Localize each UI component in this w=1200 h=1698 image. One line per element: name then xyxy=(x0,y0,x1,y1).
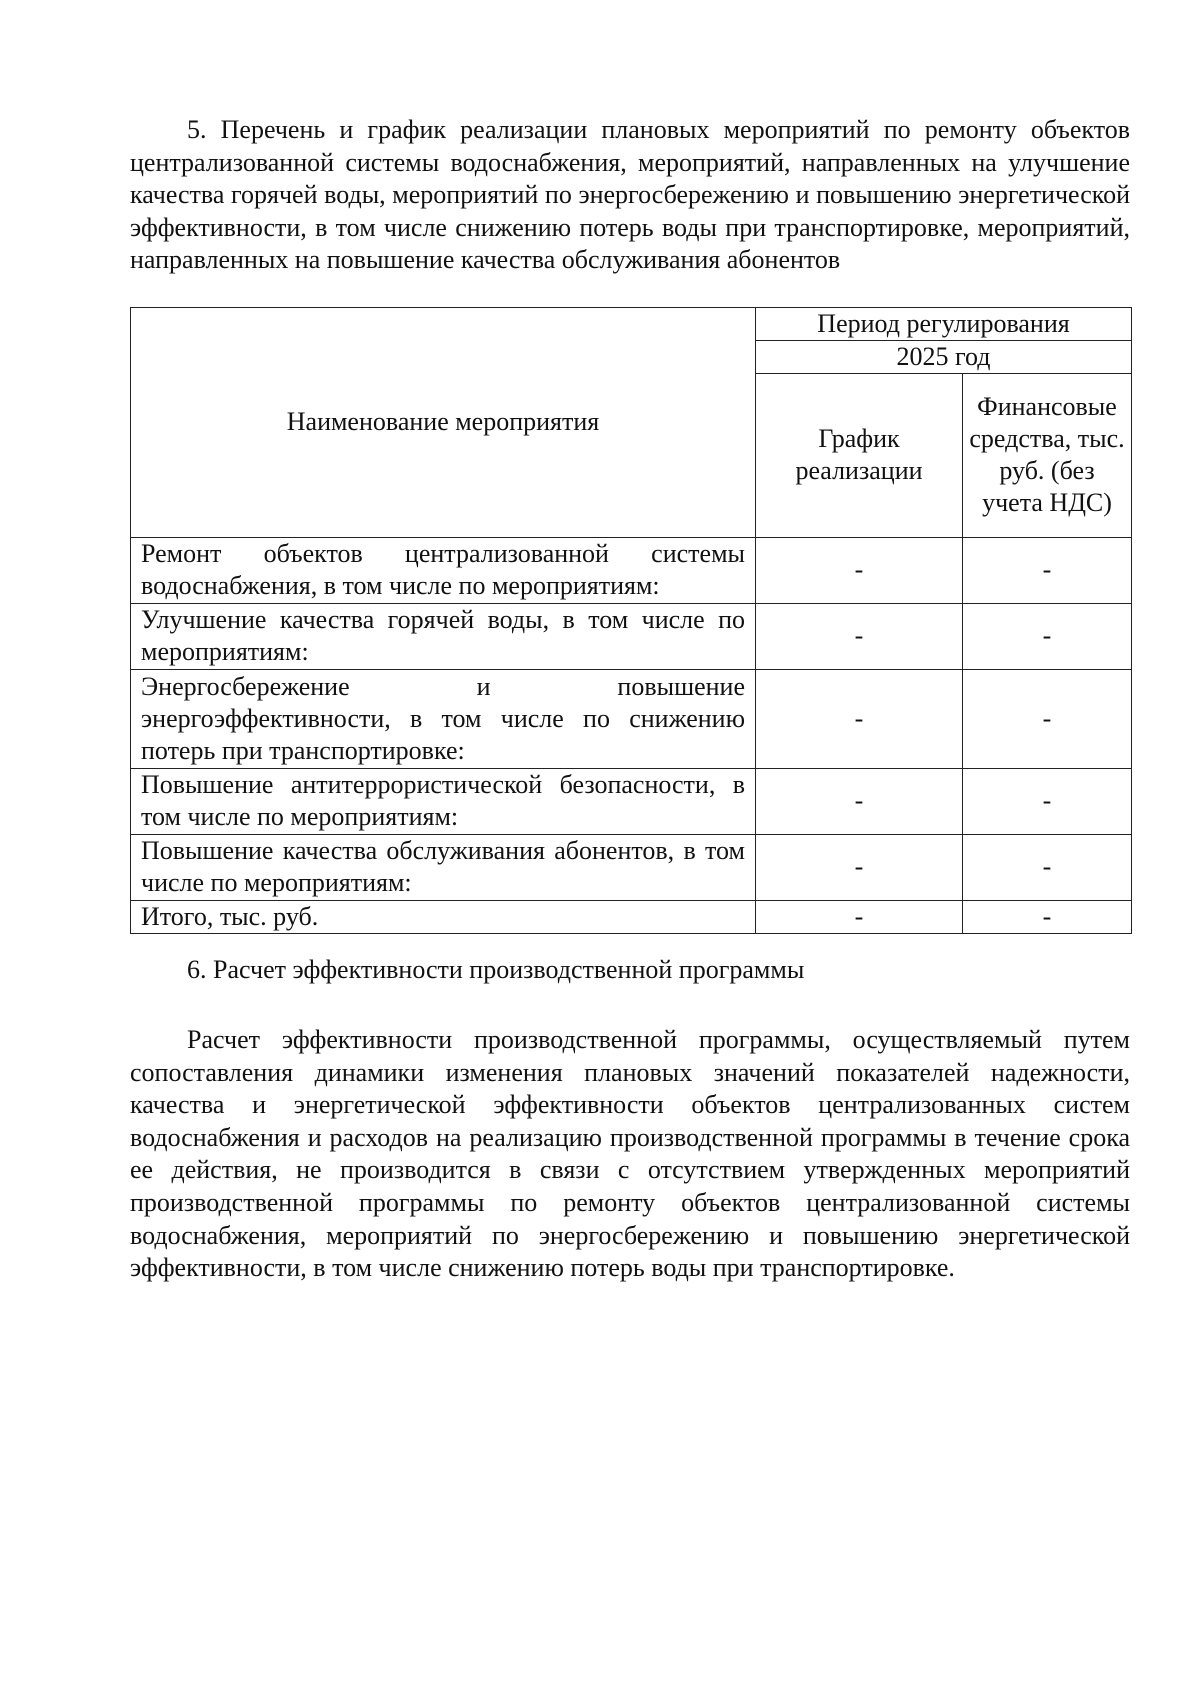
row-finance: - xyxy=(963,834,1132,900)
row-name: Ремонт объектов централизованной системы водоснабжения, в том числе по мероприятиям: xyxy=(131,537,756,603)
section-6-heading: 6. Расчет эффективности производственной программы xyxy=(187,954,805,984)
activities-table xyxy=(130,307,1132,934)
row-schedule: - xyxy=(756,603,963,669)
row-name: Итого, тыс. руб. xyxy=(131,900,756,933)
header-year: 2025 год xyxy=(756,340,1132,373)
row-name: Улучшение качества горячей воды, в том числе по мероприятиям: xyxy=(131,603,756,669)
table-row xyxy=(131,537,1132,603)
table-row xyxy=(131,669,1132,768)
table-row-total xyxy=(131,900,1132,933)
row-name: Энергосбережение и повышение энергоэффективности, в том числе по снижению потерь при транспортировке: xyxy=(131,669,756,768)
table-row xyxy=(131,834,1132,900)
row-schedule: - xyxy=(756,900,963,933)
row-schedule: - xyxy=(756,834,963,900)
row-finance: - xyxy=(963,603,1132,669)
row-schedule: - xyxy=(756,669,963,768)
document-page xyxy=(130,114,1130,1285)
row-finance: - xyxy=(963,900,1132,933)
row-name: Повышение качества обслуживания абонентов, в том числе по мероприятиям: xyxy=(131,834,756,900)
header-activity-name: Наименование мероприятия xyxy=(131,307,756,537)
row-finance: - xyxy=(963,669,1132,768)
table-row xyxy=(131,603,1132,669)
header-period: Период регулирования xyxy=(756,307,1132,340)
header-finance: Финансовые средства, тыс. руб. (без учета НДС) xyxy=(963,373,1132,537)
section-6-body: Расчет эффективности производственной программы, осуществляемый путем сопоставления динамики изменения плановых значений показателей надежности, качества и энергетической эффективности объектов централизованных систем водоснабжения и расходов на реализацию производственной программы в течение срока ее действия, не производится в связи с отсутствием утвержденных мероприятий производственной программы по ремонту объектов централизованной системы водоснабжения, мероприятий по энергосбережению и повышению энергетической эффективности, в том числе снижению потерь воды при транспортировке. xyxy=(130,1024,1130,1283)
row-schedule: - xyxy=(756,768,963,834)
header-schedule: График реализации xyxy=(756,373,963,537)
table-row xyxy=(131,768,1132,834)
row-schedule: - xyxy=(756,537,963,603)
row-name: Повышение антитеррористической безопасности, в том числе по мероприятиям: xyxy=(131,768,756,834)
row-finance: - xyxy=(963,537,1132,603)
row-finance: - xyxy=(963,768,1132,834)
section-5-heading: 5. Перечень и график реализации плановых мероприятий по ремонту объектов централизованной системы водоснабжения, мероприятий, направленных на улучшение качества горячей воды, мероприятий по энергосбережению и повышению энергетической эффективности, в том числе снижению потерь воды при транспортировке, мероприятий, направленных на повышение качества обслуживания абонентов xyxy=(130,115,1130,275)
